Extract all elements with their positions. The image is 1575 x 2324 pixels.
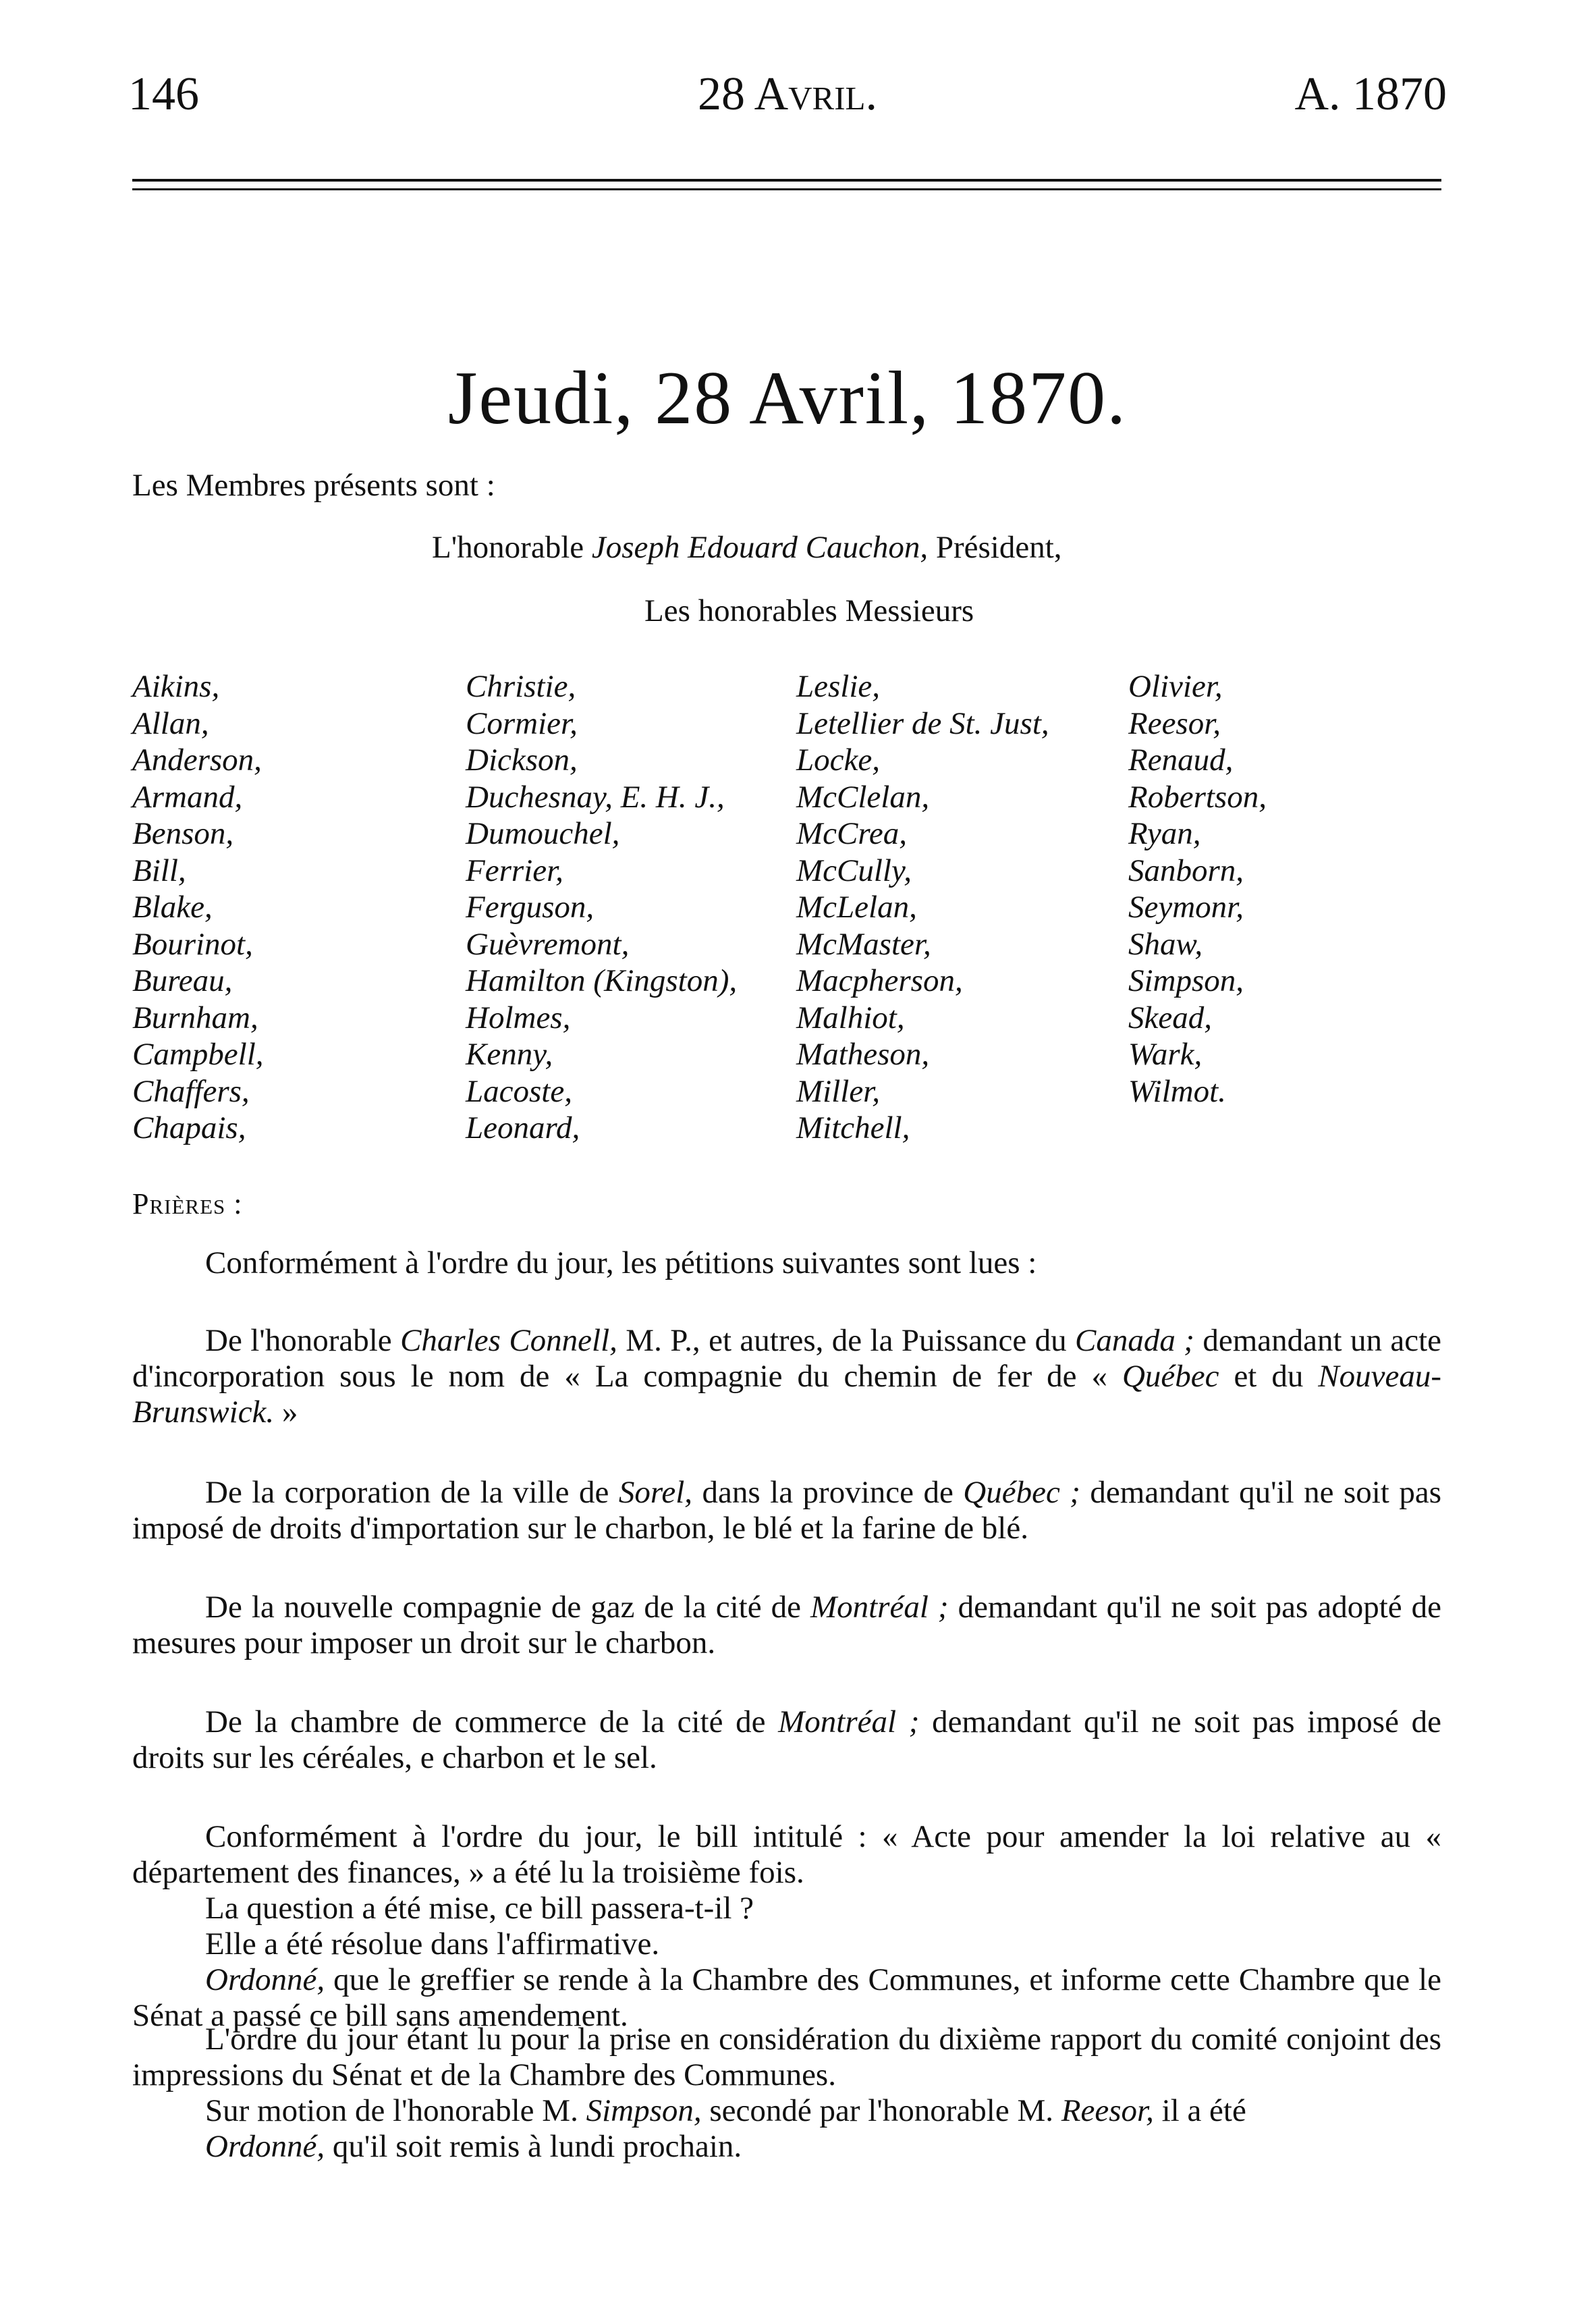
text-run: M. P., et autres, de la Puissance du — [617, 1323, 1076, 1358]
member-name: Shaw, — [1128, 926, 1203, 962]
members-column-3 — [796, 668, 1049, 1147]
member-name: Blake, — [132, 890, 213, 925]
petition-gas-company — [132, 1590, 1441, 1661]
member-name: Dickson, — [466, 742, 578, 778]
place-name: Québec — [1122, 1359, 1219, 1394]
ordered-word: Ordonné, — [205, 1962, 325, 1997]
member-name: Malhiot, — [796, 1000, 905, 1035]
motion-line — [132, 2093, 1441, 2129]
place-name: Montréal ; — [810, 1590, 949, 1625]
place-name: Canada ; — [1075, 1323, 1194, 1358]
member-name: McCully, — [796, 853, 912, 888]
place-name: Sorel, — [618, 1475, 693, 1510]
member-name: Seymonr, — [1128, 890, 1244, 925]
member-name: Bourinot, — [132, 926, 253, 962]
member-name: Armand, — [132, 779, 243, 815]
order-of-the-day: L'ordre du jour étant lu pour la prise en considération du dixième rapport du comité conjoint des impressions du Sénat et de la Chambre des Communes. — [132, 2022, 1441, 2092]
text-run: De l'honorable — [205, 1323, 401, 1358]
text-run: qu'il soit remis à lundi prochain. — [325, 2129, 742, 2164]
member-name: Guèvremont, — [466, 926, 630, 962]
petition-chamber-of-commerce — [132, 1704, 1441, 1776]
person-name: Reesor, — [1061, 2093, 1154, 2128]
prayers-heading: Prières : — [132, 1187, 243, 1220]
member-name: Lacoste, — [466, 1073, 572, 1109]
member-name: Duchesnay, E. H. J., — [466, 779, 725, 815]
member-name: McMaster, — [796, 926, 931, 962]
finance-bill-reading: Conformément à l'ordre du jour, le bill intitulé : « Acte pour amender la loi relative au « département des finances, » a été lu la troisième fois. — [132, 1819, 1441, 1890]
member-name: Benson, — [132, 816, 234, 851]
ordered-deferral — [132, 2129, 1441, 2165]
question-put: La question a été mise, ce bill passera-t-il ? — [205, 1891, 754, 1926]
member-name: Bureau, — [132, 963, 233, 998]
member-name: McClelan, — [796, 779, 930, 815]
text-run: demandant qu'il ne soit pas adopté de mesures pour imposer un droit sur le charbon. — [132, 1590, 1442, 1660]
text-run: De la corporation de la ville de — [205, 1475, 619, 1510]
member-name: Renaud, — [1128, 742, 1234, 778]
member-name: Kenny, — [466, 1037, 553, 1072]
place-name: Montréal ; — [778, 1704, 920, 1739]
member-name: Macpherson, — [796, 963, 963, 998]
text-run: Sur motion de l'honorable M. — [205, 2093, 586, 2128]
member-name: Locke, — [796, 742, 880, 778]
members-column-1 — [132, 668, 264, 1147]
ordered-word: Ordonné, — [205, 2129, 325, 2164]
page-number: 146 — [128, 68, 199, 120]
member-name: Cormier, — [466, 705, 578, 741]
member-name: McCrea, — [796, 816, 908, 851]
members-column-2 — [466, 668, 737, 1147]
member-name: Campbell, — [132, 1037, 264, 1072]
resolved-affirmative: Elle a été résolue dans l'affirmative. — [205, 1926, 660, 1962]
printing-report-section — [132, 2022, 1441, 2165]
member-name: Skead, — [1128, 1000, 1212, 1035]
member-name: Miller, — [796, 1073, 881, 1109]
member-name: Ryan, — [1128, 816, 1201, 851]
member-name: Holmes, — [466, 1000, 571, 1035]
person-name: Charles Connell, — [400, 1323, 617, 1358]
text-run: secondé par l'honorable M. — [701, 2093, 1061, 2128]
member-name: Anderson, — [132, 742, 262, 778]
member-name: Reesor, — [1128, 705, 1221, 741]
text-run: De la nouvelle compagnie de gaz de la cité de — [205, 1590, 810, 1625]
member-name: Wilmot. — [1128, 1073, 1226, 1109]
member-name: Letellier de St. Just, — [796, 705, 1049, 741]
president-line — [432, 528, 1062, 567]
member-name: Ferguson, — [466, 890, 595, 925]
place-name: Québec ; — [963, 1475, 1080, 1510]
text-run: » — [274, 1395, 298, 1430]
session-title: Jeudi, 28 Avril, 1870. — [447, 356, 1128, 440]
messieurs-line: Les honorables Messieurs — [644, 593, 974, 628]
president-name: Joseph Edouard Cauchon, — [591, 530, 929, 565]
member-name: Wark, — [1128, 1037, 1203, 1072]
place-name: Nouveau-Brunswick. — [132, 1359, 1442, 1430]
member-name: Ferrier, — [466, 853, 563, 888]
member-name: Aikins, — [132, 669, 220, 704]
member-name: Sanborn, — [1128, 853, 1244, 888]
petition-sorel — [132, 1475, 1441, 1546]
member-name: Olivier, — [1128, 669, 1223, 704]
member-name: Allan, — [132, 705, 209, 741]
member-name: Leslie, — [796, 669, 881, 704]
member-name: Leonard, — [466, 1110, 580, 1145]
petitions-intro: Conformément à l'ordre du jour, les pétitions suivantes sont lues : — [205, 1245, 1037, 1280]
member-name: Matheson, — [796, 1037, 930, 1072]
running-year: A. 1870 — [1294, 68, 1447, 120]
text-run: De la chambre de commerce de la cité de — [205, 1704, 779, 1739]
member-name: Dumouchel, — [466, 816, 620, 851]
running-date: 28 Avril. — [697, 68, 877, 120]
president-prefix: L'honorable — [432, 530, 584, 565]
member-name: Robertson, — [1128, 779, 1267, 815]
member-name: McLelan, — [796, 890, 917, 925]
member-name: Burnham, — [132, 1000, 258, 1035]
member-name: Simpson, — [1128, 963, 1244, 998]
header-rule — [132, 179, 1441, 182]
members-intro: Les Membres présents sont : — [132, 468, 495, 503]
member-name: Mitchell, — [796, 1110, 910, 1145]
header-rule-thin — [132, 188, 1441, 190]
president-title: Président, — [935, 530, 1062, 565]
member-name: Christie, — [466, 669, 576, 704]
text-run: demandant qu'il ne soit pas imposé de droits sur les céréales, e charbon et le sel. — [132, 1704, 1441, 1775]
text-run: demandant qu'il ne soit pas imposé de droits d'importation sur le charbon, le blé et la farine de blé. — [132, 1475, 1441, 1546]
text-run: demandant un acte d'incorporation sous le nom de « La compagnie du chemin de fer de « — [132, 1323, 1441, 1394]
petition-connell — [132, 1323, 1441, 1430]
finance-bill-section — [132, 1819, 1441, 2034]
members-column-4 — [1128, 668, 1267, 1110]
member-name: Chapais, — [132, 1110, 246, 1145]
person-name: Simpson, — [586, 2093, 702, 2128]
member-name: Hamilton (Kingston), — [466, 963, 738, 998]
member-name: Chaffers, — [132, 1073, 250, 1109]
text-run: dans la province de — [692, 1475, 964, 1510]
text-run: il a été — [1153, 2093, 1246, 2128]
text-run: et du — [1219, 1359, 1319, 1394]
text-run: que le greffier se rende à la Chambre des Communes, et informe cette Chambre que le Sénat a passé ce bill sans amendement. — [132, 1962, 1441, 2033]
member-name: Bill, — [132, 853, 186, 888]
